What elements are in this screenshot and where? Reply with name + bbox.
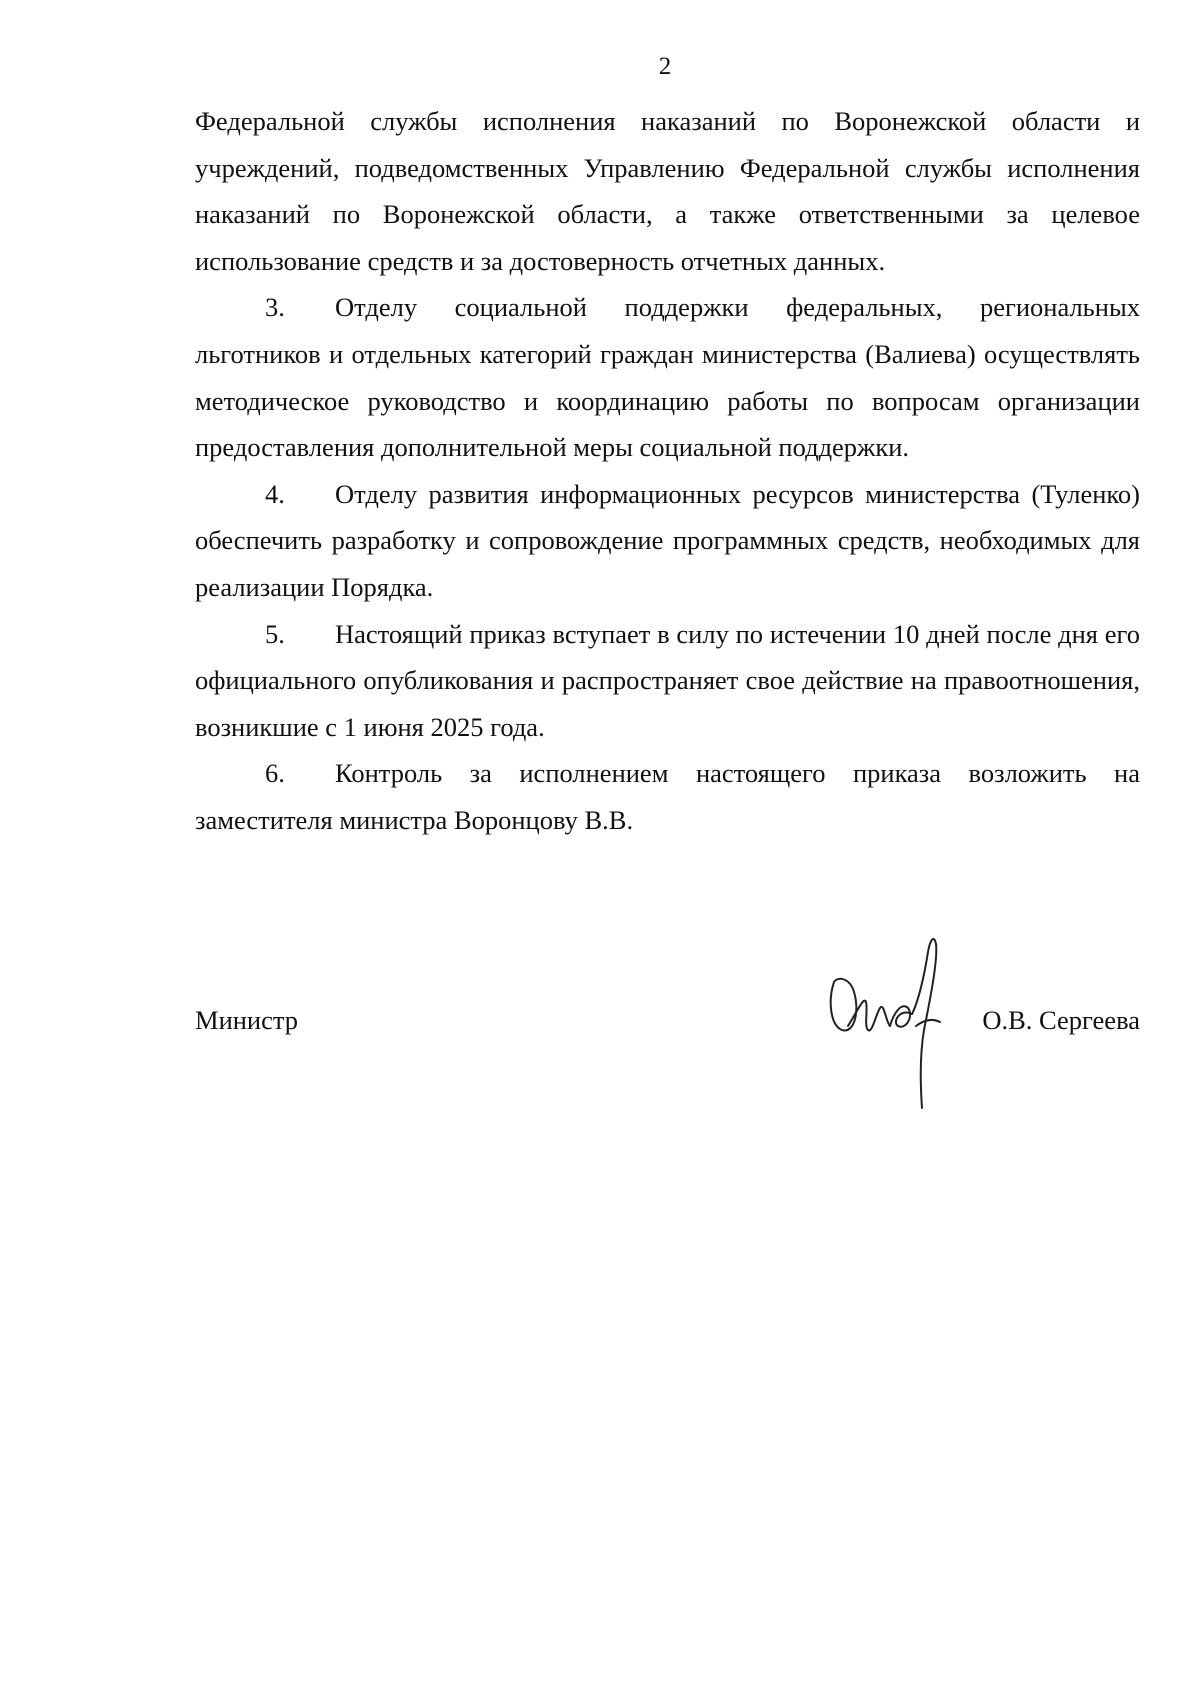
handwritten-signature	[820, 930, 960, 1110]
paragraph-continuation: Федеральной службы исполнения наказаний по Воронежской области и учреждений, подведомственных Управлению Федеральной службы исполнения наказаний по Воронежской области, а также ответственными за целевое использование средств и за достоверность отчетных данных.	[195, 106, 1140, 276]
item-number: 6.	[265, 758, 285, 789]
item-number: 4.	[265, 478, 285, 509]
paragraph-item-3	[195, 284, 1140, 470]
paragraph-text: Контроль за исполнением настоящего приказа возложить на заместителя министра Воронцову В.В.	[195, 758, 1140, 835]
paragraph-text: Отделу развития информационных ресурсов министерства (Туленко) обеспечить разработку и сопровождение программных средств, необходимых для реализации Порядка.	[195, 478, 1140, 602]
document-body	[195, 98, 1140, 844]
item-number: 5.	[265, 618, 285, 649]
page-number: 2	[658, 53, 672, 80]
paragraph-text: Настоящий приказ вступает в силу по истечении 10 дней после дня его официального опубликования и распространяет свое действие на правоотношения, возникшие с 1 июня 2025 года.	[195, 618, 1140, 742]
signature-block	[195, 1000, 1140, 1040]
signer-name: О.В. Сергеева	[982, 1005, 1140, 1035]
paragraph-item-5	[195, 611, 1140, 751]
paragraph-item-4	[195, 471, 1140, 611]
item-number: 3.	[265, 292, 285, 323]
paragraph-item-6	[195, 750, 1140, 843]
position-title: Министр	[195, 1005, 299, 1035]
paragraph-text: Отделу социальной поддержки федеральных, региональных льготников и отдельных категорий граждан министерства (Валиева) осуществлять методическое руководство и координацию работы по вопросам организации предоставления дополнительной меры социальной поддержки.	[195, 292, 1140, 463]
